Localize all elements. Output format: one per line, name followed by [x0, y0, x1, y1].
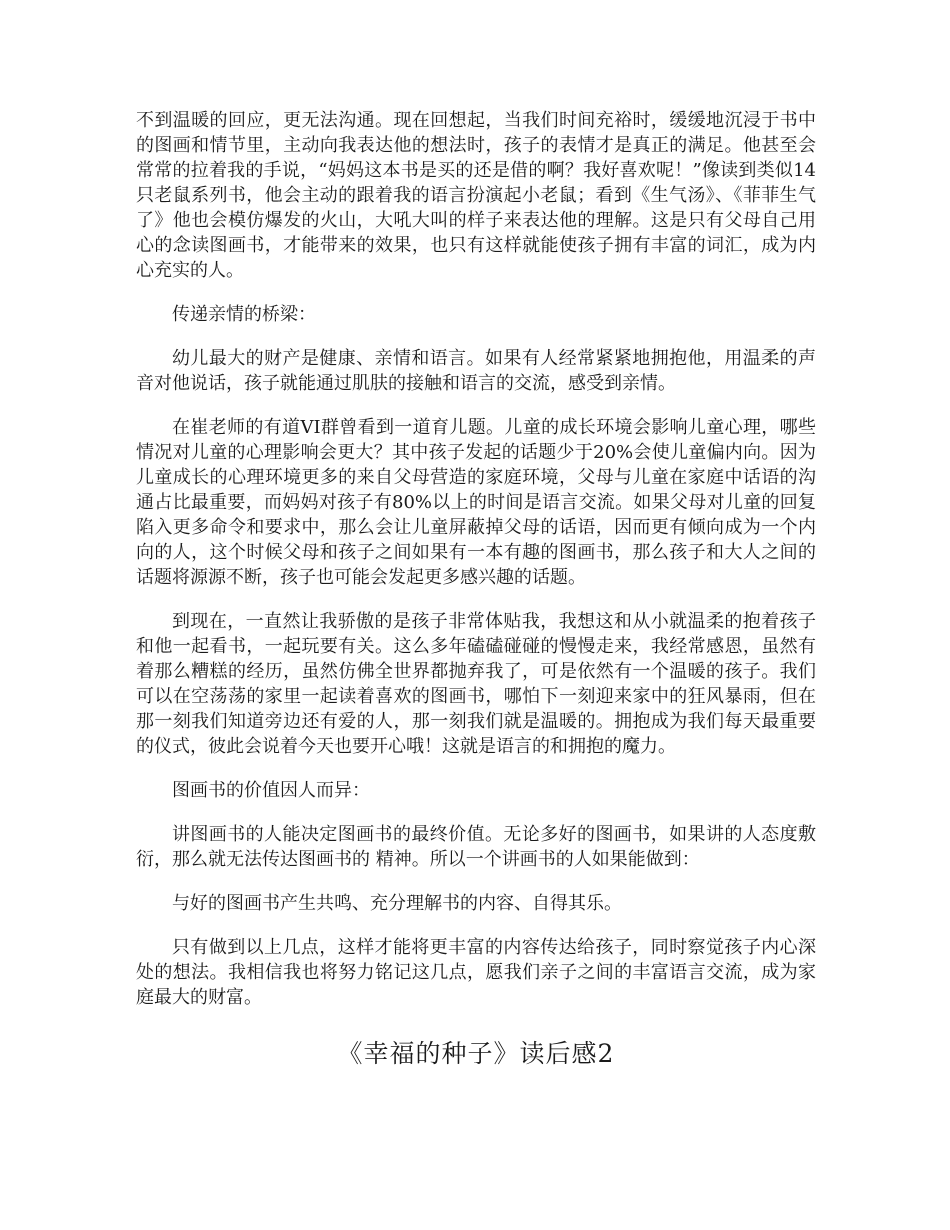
section-heading-bridge: 传递亲情的桥梁： — [172, 304, 316, 325]
paragraph-hug-magic: 到现在，一直然让我骄傲的是孩子非常体贴我，我想这和从小就温柔的抱着孩子和他一起看书，一起玩要有关。这么多年磕磕碰碰的慢慢走来，我经常感恩，虽然有着那么糟糕的经历，虽然仿佛全世界都抛弃我了，可是依然有一个温暖的孩子。我们可以在空荡荡的家里一起读着喜欢的图画书，哪怕下一刻迎来家中的狂风暴雨，但在那一刻我们知道旁边还有爱的人，那一刻我们就是温暖的。拥抱成为我们每天最重要的仪式，彼此会说着今天也要开心哦！这就是语言的和拥抱的魔力。 — [136, 611, 816, 757]
paragraph-parenting-question: 在崔老师的有道VI群曾看到一道育儿题。儿童的成长环境会影响儿童心理，哪些情况对儿童的心理影响会更大？其中孩子发起的话题少于20%会使儿童偏内向。因为儿童成长的心理环境更多的来自父母营造的家庭环境，父母与儿童在家庭中话语的沟通占比最重要，而妈妈对孩子有80%以上的时间是语言交流。如果父母对儿童的回复陷入更多命令和要求中，那么会让儿童屏蔽掉父母的话语，因而更有倾向成为一个内向的人，这个时候父母和孩子之间如果有一本有趣的图画书，那么孩子和大人之间的话题将源源不断，孩子也可能会发起更多感兴趣的话题。 — [136, 417, 816, 588]
paragraph-family-love: 幼儿最大的财产是健康、亲情和语言。如果有人经常紧紧地拥抱他，用温柔的声音对他说话，孩子就能通过肌肤的接触和语言的交流，感受到亲情。 — [136, 348, 816, 394]
paragraph-resonance: 与好的图画书产生共鸣、充分理解书的内容、自得其乐。 — [172, 893, 622, 914]
document-body — [136, 108, 816, 1072]
section-heading-value: 图画书的价值因人而异： — [172, 780, 370, 801]
paragraph-conclusion: 只有做到以上几点，这样才能将更丰富的内容传达给孩子，同时察觉孩子内心深处的想法。我相信我也将努力铭记这几点，愿我们亲子之间的丰富语言交流，成为家庭最大的财富。 — [136, 937, 816, 1008]
article-title: 《幸福的种子》读后感2 — [337, 1039, 615, 1068]
paragraph-reader-value: 讲图画书的人能决定图画书的最终价值。无论多好的图画书，如果讲的人态度敷衍，那么就无法传达图画书的 精神。所以一个讲画书的人如果能做到： — [136, 824, 816, 870]
paragraph-continuation: 不到温暖的回应，更无法沟通。现在回想起，当我们时间充裕时，缓缓地沉浸于书中的图画和情节里，主动向我表达他的想法时，孩子的表情才是真正的满足。他甚至会常常的拉着我的手说，“妈妈这本书是买的还是借的啊？我好喜欢呢！”像读到类似14只老鼠系列书，他会主动的跟着我的语言扮演起小老鼠；看到《生气汤》、《菲菲生气了》他也会模仿爆发的火山，大吼大叫的样子来表达他的理解。这是只有父母自己用心的念读图画书，才能带来的效果，也只有这样就能使孩子拥有丰富的词汇，成为内心充实的人。 — [136, 110, 816, 281]
